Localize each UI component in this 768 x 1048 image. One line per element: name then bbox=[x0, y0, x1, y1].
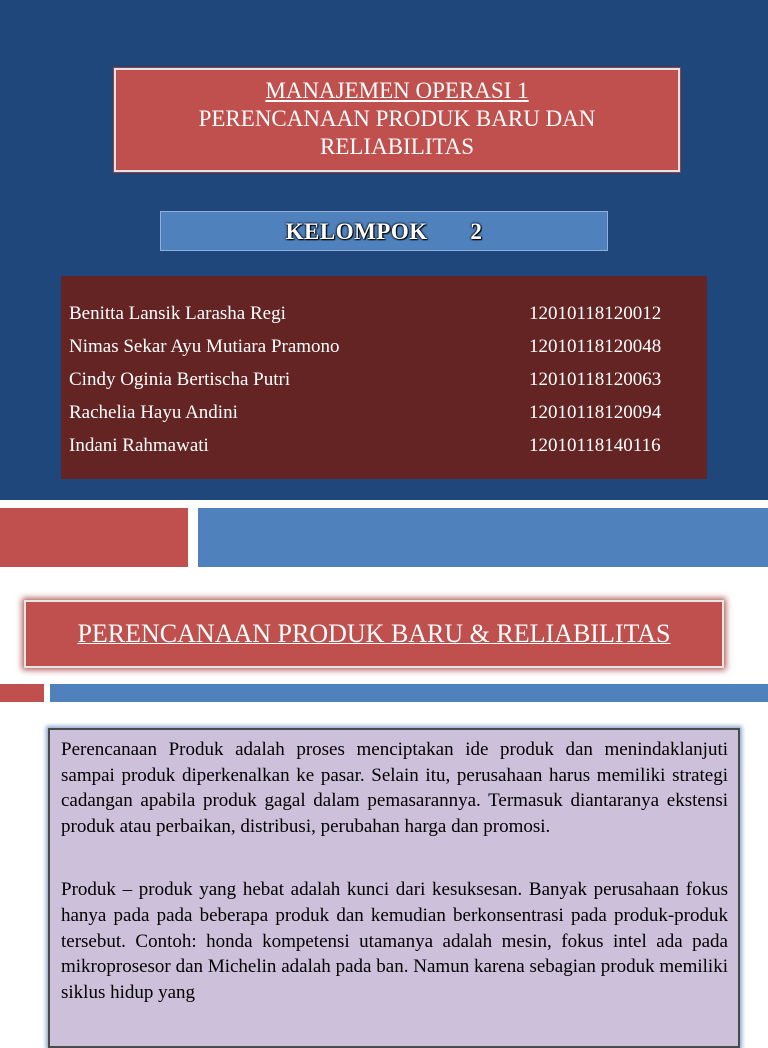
group-label-bar bbox=[160, 211, 608, 251]
member-name: Indani Rahmawati bbox=[69, 435, 209, 456]
member-nim: 12010118140116 bbox=[529, 435, 661, 456]
member-row bbox=[69, 429, 707, 462]
member-nim: 12010118120012 bbox=[529, 303, 662, 324]
member-name: Nimas Sekar Ayu Mutiara Pramono bbox=[69, 336, 340, 357]
member-row bbox=[69, 297, 707, 330]
member-nim: 12010118120063 bbox=[529, 369, 662, 390]
slide-1 bbox=[0, 0, 768, 500]
member-name: Cindy Oginia Bertischa Putri bbox=[69, 369, 291, 390]
members-box bbox=[61, 276, 707, 479]
decor-strip-blue bbox=[198, 508, 768, 567]
member-row bbox=[69, 330, 707, 363]
course-title: MANAJEMEN OPERASI 1 bbox=[265, 78, 529, 103]
decor-strip-red bbox=[0, 508, 188, 567]
member-name: Benitta Lansik Larasha Regi bbox=[69, 303, 286, 324]
content-box bbox=[48, 728, 740, 1048]
paragraph-definition: Perencanaan Produk adalah proses menciptakan ide produk dan menindaklanjuti sampai produk diperkenalkan ke pasar. Selain itu, perusahaan harus memiliki strategi cadangan apabila produk gagal dalam pemasarannya. Termasuk diantaranya ekstensi produk atau perbaikan, distribusi, perubahan harga dan promosi. bbox=[61, 739, 728, 837]
member-row bbox=[69, 396, 707, 429]
title-box bbox=[114, 68, 680, 172]
member-row bbox=[69, 363, 707, 396]
decor-strip-blue-small bbox=[50, 684, 768, 702]
topic-title: PERENCANAAN PRODUK BARU DAN RELIABILITAS bbox=[198, 106, 596, 159]
member-name: Rachelia Hayu Andini bbox=[69, 402, 238, 423]
member-nim: 12010118120048 bbox=[529, 336, 662, 357]
group-label: KELOMPOK 2 bbox=[285, 219, 483, 244]
member-nim: 12010118120094 bbox=[529, 402, 662, 423]
slide-2-title: PERENCANAAN PRODUK BARU & RELIABILITAS bbox=[77, 619, 671, 648]
decor-strip-red-small bbox=[0, 684, 44, 702]
slide-2-title-box bbox=[24, 600, 724, 668]
paragraph-products: Produk – produk yang hebat adalah kunci dari kesuksesan. Banyak perusahaan fokus hanya pada pada beberapa produk dan kemudian berkonsentrasi pada produk-produk tersebut. Contoh: honda kompetensi utamanya adalah mesin, fokus intel ada pada mikroprosesor dan Michelin adalah pada ban. Namun karena sebagian produk memiliki siklus hidup yang bbox=[61, 879, 728, 1003]
